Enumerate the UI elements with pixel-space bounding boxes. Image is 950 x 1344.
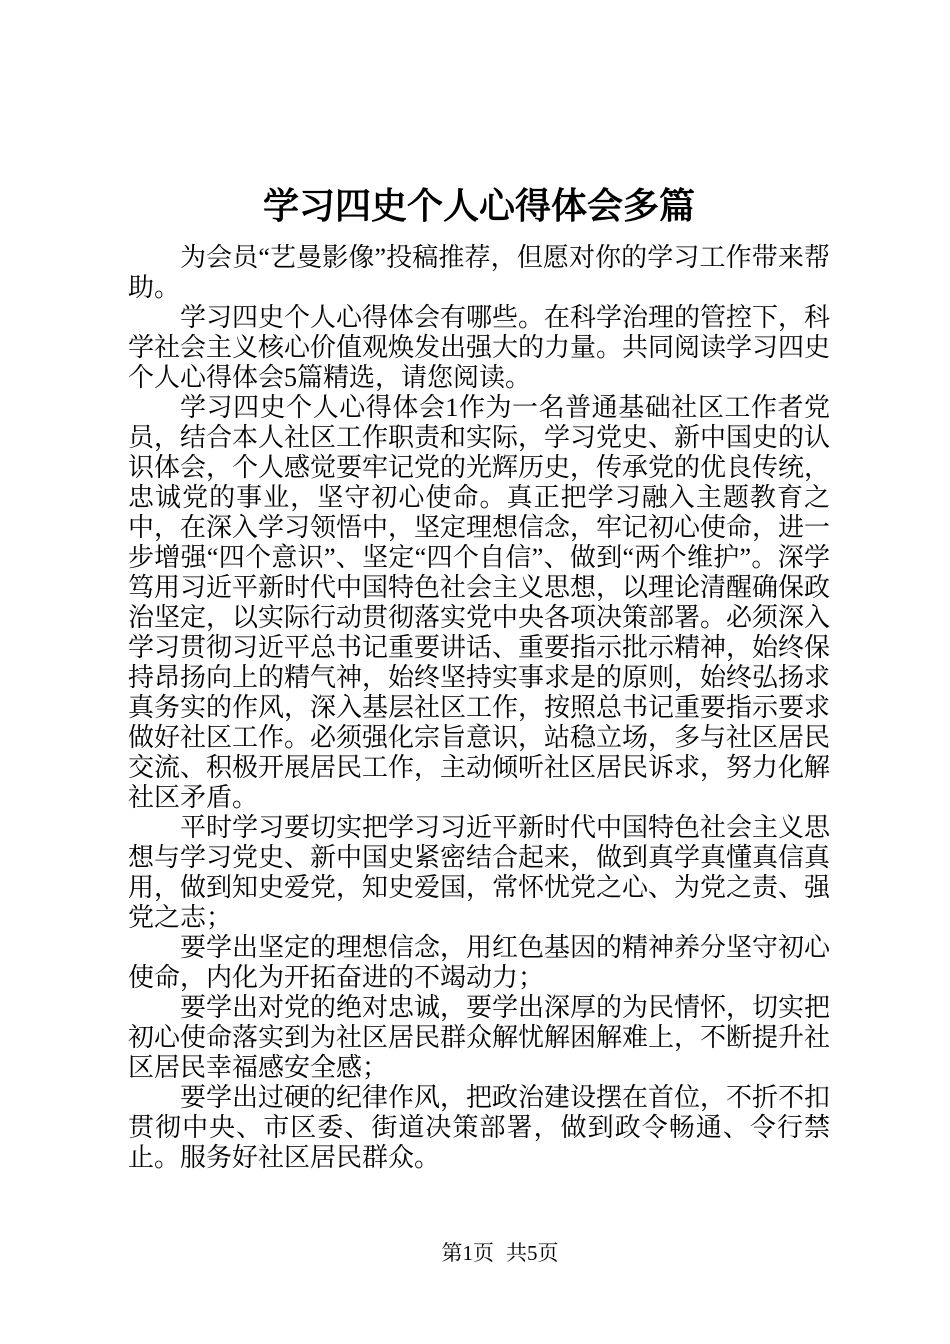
document-content [128,185,830,1173]
paragraph: 要学出对党的绝对忠诚，要学出深厚的为民情怀，切实把初心使命落实到为社区居民群众解忧解困解难上，不断提升社区居民幸福感安全感； [128,993,831,1082]
paragraph: 学习四史个人心得体会1作为一名普通基础社区工作者党员，结合本人社区工作职责和实际，学习党史、新中国史的认识体会，个人感觉要牢记党的光辉历史，传承党的优良传统，忠诚党的事业，坚守初心使命。真正把学习融入主题教育之中，在深入学习领悟中，坚定理想信念，牢记初心使命，进一步增强“四个意识”、坚定“四个自信”、做到“两个维护”。深学笃用习近平新时代中国特色社会主义思想，以理论清醒确保政治坚定，以实际行动贯彻落实党中央各项决策部署。必须深入学习贯彻习近平总书记重要讲话、重要指示批示精神，始终保持昂扬向上的精气神，始终坚持实事求是的原则，始终弘扬求真务实的作风，深入基层社区工作，按照总书记重要指示要求做好社区工作。必须强化宗旨意识，站稳立场，多与社区居民交流、积极开展居民工作，主动倾听社区居民诉求，努力化解社区矛盾。 [128,393,831,812]
paragraph: 为会员“艺曼影像”投稿推荐，但愿对你的学习工作带来帮助。 [128,243,830,302]
paragraph: 要学出坚定的理想信念，用红色基因的精神养分坚守初心使命，内化为开拓奋进的不竭动力； [128,933,831,992]
paragraph: 要学出过硬的纪律作风，把政治建设摆在首位，不折不扣贯彻中央、市区委、街道决策部署，做到政令畅通、令行禁止。服务好社区居民群众。 [128,1083,831,1172]
paragraph-list [128,243,830,1173]
page-footer [442,1240,559,1266]
paragraph: 平时学习要切实把学习习近平新时代中国特色社会主义思想与学习党史、新中国史紧密结合起来，做到真学真懂真信真用，做到知史爱党，知史爱国，常怀忧党之心、为党之责、强党之志； [128,813,831,932]
total-pages-label: 共5页 [506,1241,559,1265]
page-title: 学习四史个人心得体会多篇 [262,185,695,226]
paragraph: 学习四史个人心得体会有哪些。在科学治理的管控下，科学社会主义核心价值观焕发出强大的力量。共同阅读学习四史个人心得体会5篇精选，请您阅读。 [128,303,831,392]
page-number-label: 第1页 [441,1241,494,1265]
